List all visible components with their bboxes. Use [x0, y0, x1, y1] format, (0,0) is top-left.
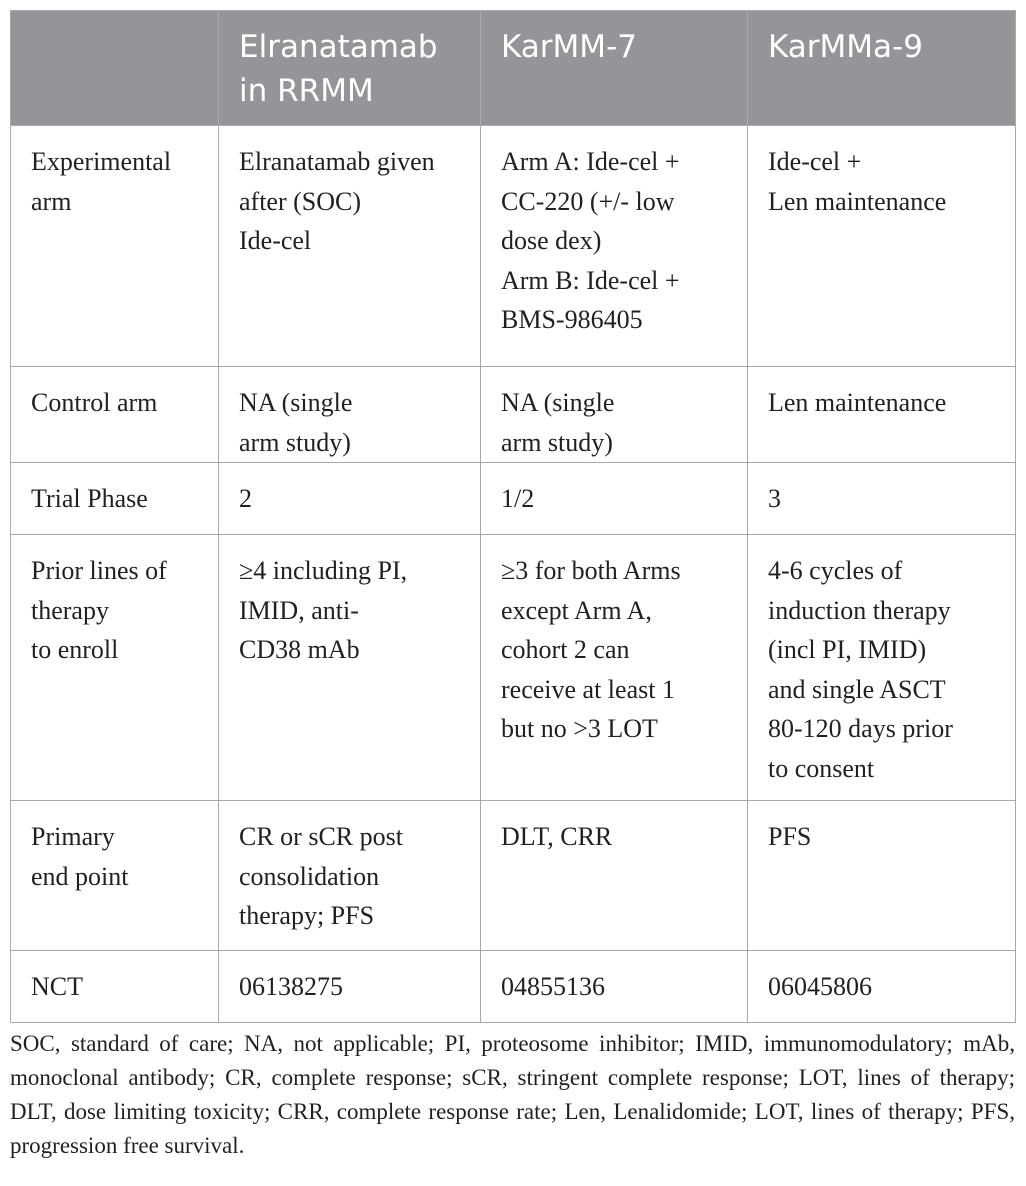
table-cell: 1/2 — [481, 463, 748, 535]
table-cell: 06138275 — [219, 951, 481, 1023]
table-footnote: SOC, standard of care; NA, not applicable; PI, proteosome inhibitor; IMID, immunomodulatory; mAb, monoclonal antibody; CR, complete response; sCR, stringent complete response; LOT, lines of therapy; DLT, dose limiting toxicity; CRR, complete response rate; Len, Lenalidomide; LOT, lines of therapy; PFS, progression free survival. — [10, 1031, 1015, 1158]
header-cell-empty — [11, 11, 219, 126]
row-label-cell: Control arm — [11, 367, 219, 463]
table-cell: 4-6 cycles of induction therapy (incl PI, IMID) and single ASCT 80-120 days prior to consent — [748, 535, 1016, 801]
header-cell-elranatamab: Elranatamab in RRMM — [219, 11, 481, 126]
table-cell: Ide-cel + Len maintenance — [748, 126, 1016, 367]
row-label-cell: NCT — [11, 951, 219, 1023]
row-primary-end-point — [11, 801, 1016, 951]
table-cell: 04855136 — [481, 951, 748, 1023]
table-cell: CR or sCR post consolidation therapy; PFS — [219, 801, 481, 951]
table-cell: Len maintenance — [748, 367, 1016, 463]
table-cell: 06045806 — [748, 951, 1016, 1023]
row-prior-lines — [11, 535, 1016, 801]
row-label-cell: Trial Phase — [11, 463, 219, 535]
header-cell-karmm-7: KarMM-7 — [481, 11, 748, 126]
row-label-cell: Experimental arm — [11, 126, 219, 367]
table-cell: PFS — [748, 801, 1016, 951]
table-cell: Arm A: Ide-cel + CC-220 (+/- low dose dex) Arm B: Ide-cel + BMS-986405 — [481, 126, 748, 367]
row-experimental-arm — [11, 126, 1016, 367]
row-control-arm — [11, 367, 1016, 463]
table-cell: 3 — [748, 463, 1016, 535]
table-cell: ≥4 including PI, IMID, anti- CD38 mAb — [219, 535, 481, 801]
document — [10, 10, 1016, 1186]
header-row — [11, 11, 1016, 126]
table-cell: NA (single arm study) — [481, 367, 748, 463]
row-nct — [11, 951, 1016, 1023]
table-cell: NA (single arm study) — [219, 367, 481, 463]
table-cell: 2 — [219, 463, 481, 535]
header-cell-karmma-9: KarMMa-9 — [748, 11, 1016, 126]
row-label-cell: Primary end point — [11, 801, 219, 951]
table-cell: ≥3 for both Arms except Arm A, cohort 2 can receive at least 1 but no >3 LOT — [481, 535, 748, 801]
table-cell: DLT, CRR — [481, 801, 748, 951]
trials-table — [10, 10, 1016, 1023]
row-label-cell: Prior lines of therapy to enroll — [11, 535, 219, 801]
table-cell: Elranatamab given after (SOC) Ide-cel — [219, 126, 481, 367]
row-trial-phase — [11, 463, 1016, 535]
